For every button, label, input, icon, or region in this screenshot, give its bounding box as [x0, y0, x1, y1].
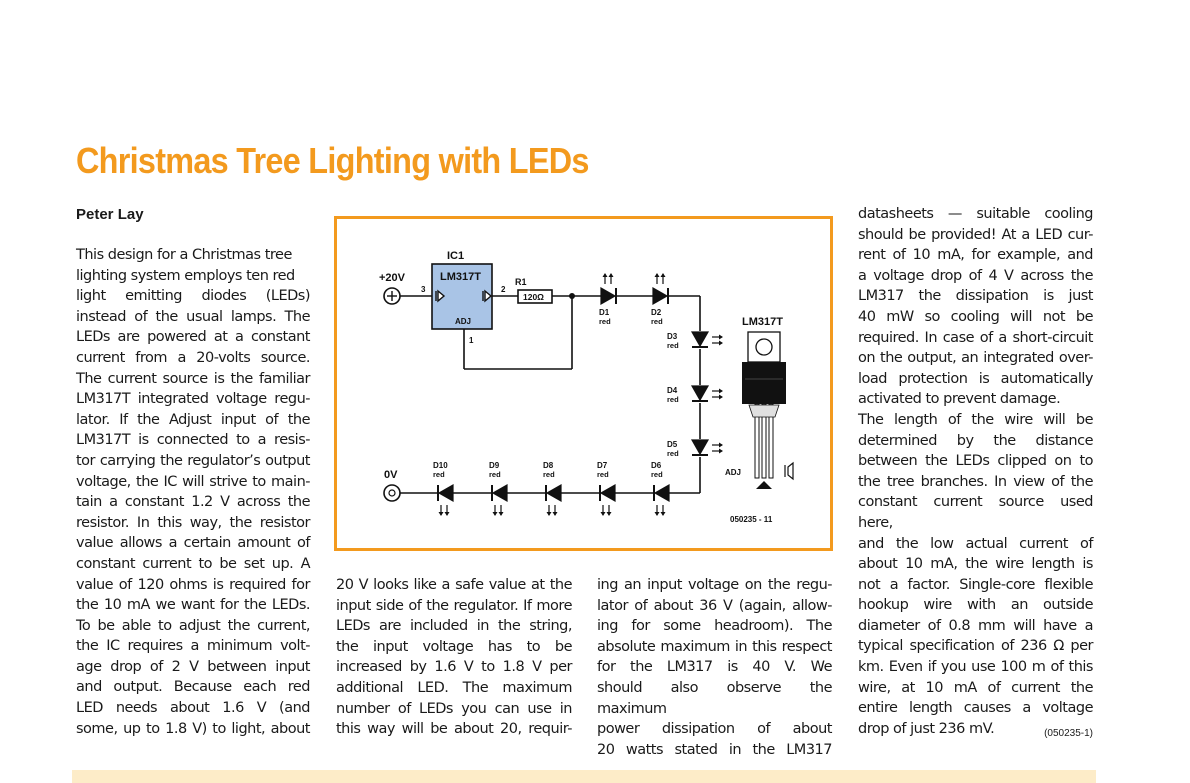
text-line: lator of about 36 V (again, allow-	[597, 597, 832, 614]
led-d2	[651, 273, 668, 326]
text-line: age drop of 2 V between input	[76, 658, 310, 675]
text-line: light emitting diodes (LEDs)	[76, 288, 310, 305]
text-line: activated to prevent damage.	[858, 391, 1061, 408]
text-line: LM317T integrated voltage regu-	[76, 391, 310, 408]
text-line: ing for some headroom). The	[597, 618, 832, 635]
text-line: drop of just 236 mV.	[858, 720, 995, 737]
circuit-figure	[334, 216, 833, 551]
led-color: red	[489, 470, 501, 479]
led-color: red	[543, 470, 555, 479]
text-line: instead of the usual lamps. The	[76, 308, 310, 325]
led-ref: D10	[433, 461, 448, 470]
led-color: red	[667, 449, 679, 458]
resistor-value: 120Ω	[523, 292, 544, 302]
text-line: some, up to 1.8 V) to light, about	[76, 720, 310, 737]
text-line: and output. Because each red	[76, 679, 310, 696]
text-line: and the low actual current of	[858, 535, 1093, 552]
text-line: typical specification of 236 Ω per	[858, 638, 1093, 655]
text-line: the tree branches. In view of the	[858, 473, 1093, 490]
pin-adj-label: 1	[469, 336, 474, 345]
text-line: the input voltage has to be	[336, 638, 572, 655]
led-d5	[667, 440, 723, 458]
text-line: diameter of 0.8 mm will have a	[858, 617, 1093, 634]
resistor-ref: R1	[515, 277, 527, 287]
text-line: 40 mW so cooling will not be	[858, 308, 1093, 325]
led-d3	[667, 332, 723, 350]
text-line: To be able to adjust the current,	[76, 617, 310, 634]
led-ref: D4	[667, 386, 678, 395]
led-ref: D7	[597, 461, 608, 470]
text-line: value allows a certain amount of	[76, 535, 310, 552]
text-line: voltage, the IC will strive to main-	[76, 473, 310, 490]
text-line: rent of 10 mA, for example, and	[858, 247, 1093, 264]
author-name: Peter Lay	[76, 206, 144, 223]
article-reference: (050235-1)	[1044, 728, 1093, 739]
text-line: km. Even if you use 100 m of this	[858, 659, 1093, 676]
text-line: should be provided! At a LED cur-	[858, 226, 1093, 243]
text-line: LEDs are powered at a constant	[76, 329, 310, 346]
led-color: red	[597, 470, 609, 479]
text-line: constant current to be set up. A	[76, 555, 310, 572]
package-label: LM317T	[742, 316, 783, 328]
led-color: red	[599, 317, 611, 326]
text-line: LM317 the dissipation is just	[858, 288, 1093, 305]
text-line: hookup wire with an outside	[858, 597, 1093, 614]
led-d6	[651, 461, 669, 516]
text-line: ing an input voltage on the regu-	[597, 577, 832, 593]
lm317-package-drawing	[725, 316, 793, 489]
led-ref: D1	[599, 308, 610, 317]
text-line: about 10 mA, the wire length is	[858, 556, 1093, 573]
text-line: entire length causes a voltage	[858, 700, 1093, 717]
text-line: LEDs are included in the string,	[336, 618, 572, 635]
led-ref: D3	[667, 332, 678, 341]
text-line: tain a constant 1.2 V across the	[76, 494, 310, 511]
led-d1	[599, 273, 616, 326]
led-color: red	[651, 317, 663, 326]
body-column-2	[336, 575, 572, 740]
led-d8	[543, 461, 561, 516]
package-adj-label: ADJ	[725, 468, 742, 477]
text-line: absolute maximum in this respect	[597, 638, 832, 655]
text-line: power dissipation of about	[597, 721, 832, 738]
text-line: datasheets — suitable cooling	[858, 206, 1093, 222]
text-line: should also observe the maximum	[597, 679, 832, 717]
text-line: lighting system employs ten red	[76, 267, 295, 284]
text-line: 20 watts stated in the LM317	[597, 741, 832, 758]
supply-gnd-label: 0V	[384, 469, 398, 481]
figure-code: 050235 - 11	[730, 515, 773, 524]
text-line: between the LEDs clipped on to	[858, 453, 1093, 470]
led-color: red	[667, 341, 679, 350]
led-d9	[489, 461, 507, 516]
body-column-3	[597, 575, 832, 760]
led-ref: D8	[543, 461, 554, 470]
ic-ref: IC1	[447, 250, 465, 262]
text-line: wire, at 10 mA of current the	[858, 679, 1093, 696]
text-line: increased by 1.6 V to 1.8 V per	[336, 659, 572, 676]
text-line: the 10 mA we want for the LEDs.	[76, 597, 310, 614]
text-line: required. In case of a short-circuit	[858, 329, 1093, 346]
text-line: lator. If the Adjust input of the	[76, 411, 310, 428]
text-line: constant current source used here,	[858, 494, 1093, 531]
text-line: load protection is automatically	[858, 370, 1093, 387]
led-ref: D6	[651, 461, 662, 470]
text-line: The current source is the familiar	[76, 370, 310, 387]
led-d10	[433, 461, 453, 516]
text-line: 20 V looks like a safe value at the	[336, 577, 572, 593]
led-ref: D5	[667, 440, 678, 449]
text-line: this way will be about 20, requir-	[336, 721, 572, 738]
text-line: a voltage drop of 4 V across the	[858, 267, 1093, 284]
pin-out-label: 2	[501, 285, 506, 294]
led-ref: D2	[651, 308, 662, 317]
led-d7	[597, 461, 615, 516]
ic-part: LM317T	[440, 271, 481, 283]
text-line: for the LM317 is 40 V. We	[597, 659, 832, 676]
supply-ground-terminal	[384, 485, 400, 501]
text-line: LM317T is connected to a resis-	[76, 432, 310, 449]
pin-in-label: 3	[421, 285, 426, 294]
text-line: additional LED. The maximum	[336, 679, 572, 696]
text-line: input side of the regulator. If more	[336, 597, 572, 614]
text-line: number of LEDs you can use in	[336, 700, 572, 717]
article-title: Christmas Tree Lighting with LEDs	[76, 140, 589, 181]
led-color: red	[651, 470, 663, 479]
circuit-schematic	[337, 219, 830, 548]
ic-adj-label: ADJ	[455, 317, 472, 326]
led-color: red	[433, 470, 445, 479]
text-line: The length of the wire will be	[858, 411, 1093, 428]
text-line: determined by the distance	[858, 432, 1093, 449]
led-d4	[667, 386, 723, 404]
footer-band	[72, 770, 1096, 783]
body-column-1	[76, 245, 310, 739]
text-line: resistor. In this way, the resistor	[76, 514, 310, 531]
text-line: on the output, an integrated over-	[858, 350, 1093, 367]
led-color: red	[667, 395, 679, 404]
led-ref: D9	[489, 461, 500, 470]
text-line: LED needs about 1.6 V (and	[76, 700, 310, 717]
text-line: not a factor. Single-core flexible	[858, 576, 1093, 593]
text-line: tor carrying the regulator’s output	[76, 452, 310, 469]
body-column-4	[858, 204, 1093, 739]
text-line: This design for a Christmas tree	[76, 247, 292, 263]
supply-pos-label: +20V	[379, 272, 405, 284]
text-line: value of 120 ohms is required for	[76, 576, 310, 593]
text-line: current from a 20-volts source.	[76, 349, 310, 366]
text-line: the IC requires a minimum volt-	[76, 638, 310, 655]
